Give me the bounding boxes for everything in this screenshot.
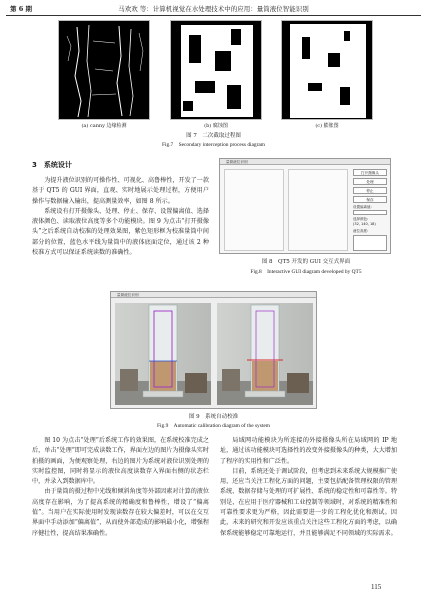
figure9-caption-cn: 图 9 系统自动校准 [188,414,239,420]
camera-live-image [115,303,211,405]
dilation-image [282,21,373,120]
open-camera-button[interactable]: 打开摄像头 [353,169,387,176]
figure9-window [110,291,317,409]
issue-number: 第 6 期 [10,5,33,13]
figure7-sublabel-a: (a) canny 边缘检测 [81,123,127,129]
section-heading: 3 系统设计 [32,161,72,169]
figure8-caption-cn: 图 8 QT5 开发的 GUI 交互式界面 [261,259,351,265]
erosion-image [171,21,262,120]
gui-processed-view [288,169,348,251]
save-button[interactable]: 保存 [353,196,387,203]
running-title: 马欢欢 等：计算机视觉在水处理技术中的应用：量筒液位智能识别 [118,5,309,13]
section3-paragraph-1: 为提升液位识别的可操作性、可视化、高鲁棒性，开发了一款基于 QT5 的 GUI 界面，直观、实时地展示处理过程，方便用户操作与数据输入输出，提高测量效率，如图 8 所示。 [32,177,209,205]
canny-edge-image [59,21,150,120]
status-panel [353,235,387,251]
offset-input[interactable] [353,210,387,215]
figure7-panel-a [58,20,150,120]
right-column-bottom [220,436,397,539]
color-label: 选择颜色: [353,217,369,221]
page-number: 115 [371,583,382,591]
left-column-bottom [32,436,209,539]
figure7-sublabel-c: (c) 膨胀图 [315,123,339,129]
right-paragraph-2: 目前，系统还处于调试阶段，但考虑到未来系统大规模推广使用，还应当关注工程化方面的问题，主要包括配备管理权限的管理系统、数据存储与处理的可扩展性、系统的稳定性和可靠性等。特别是，在应用于医疗器械和工业控制等领域时，对系统的精准性和可靠性要求更为严格，因此需要进一步的工程化优化和测试。因此，未来的研究和开发应该重点关注这些工程化方面的考虑，以确保系统能够稳定可靠地运行，并且能够满足不同领域的实际需求。 [220,467,397,537]
figure9-caption-en: Fig.9 Automatic calibration diagram of the system [157,423,270,429]
running-header [6,3,421,16]
figure8-caption-en: Fig.8 Interactive GUI diagram developed by QT5 [250,269,362,275]
stop-button[interactable]: 停止 [353,187,387,194]
height-label: 液位高度: [353,229,369,233]
calibrated-monitor-image [217,303,313,405]
section3-body [32,176,209,258]
gui-camera-view [224,169,284,251]
color-value: (32, 140, 18) [353,222,376,226]
figure7-panel-b [170,20,262,120]
figure7-panel-c [281,20,373,120]
left-paragraph-2: 由于量筒的摄过程中光线和倾斜角度等外部因素对计算的液位高度存在影响，为了提高系统的精确度和鲁棒性，增设了“偏离值”。当用户在实际使用时发现读数存在较大偏差时，可以在交互界面中手动添加“偏离值”，从而使外部造成的影响最小化，增强程序健壮性，提高结果准确性。 [32,488,209,537]
offset-label: 设置偏离值: [353,205,372,209]
figure7-caption-cn: 图 7 二次截取过程图 [186,133,241,139]
section3-paragraph-2: 系统设有打开摄像头、处理、停止、保存、设置偏离值、选择液体颜色、读取液位高度等多个功能模块。图 9 为点击“打开摄像头”之后系统自动校准的处理效果图，紫色矩形框为校准量筒中间部分的位置，蓝色水平线为量筒中的液体底面定位，通过该 2 种校准方式可以保证系统读数的准确性。 [32,207,209,257]
right-paragraph-1: 局域网功能模块为所连接的外接摄像头所在局域网的 IP 地址，通过该功能模块可选择性的改变外接摄像头的种类，大大增加了程序的实用性和广泛性。 [220,437,397,465]
figure9-window-title: 量筒液位识别 [111,292,316,298]
process-button[interactable]: 处理 [353,178,387,185]
figure7-sublabel-b: (b) 腐蚀图 [204,123,228,129]
figure8-gui-window [219,158,391,254]
left-paragraph-1: 图 10 为点击“处理”后系统工作的效果图，在系统校准完成之后，单击“处理”即可完成读数工作，界面左边的图片为摄像头实时拍摄的画面，为便观察处理，右边的图片为系统对液位识别处理的实时监控图，同时将显示的液位高度读数存入界面右侧的状态栏中，并录入到数据库中。 [32,437,209,486]
gui-window-title: 量筒液位识别 [220,159,390,165]
figure7-caption-en: Fig.7 Secondary interception process diagram [162,142,265,148]
